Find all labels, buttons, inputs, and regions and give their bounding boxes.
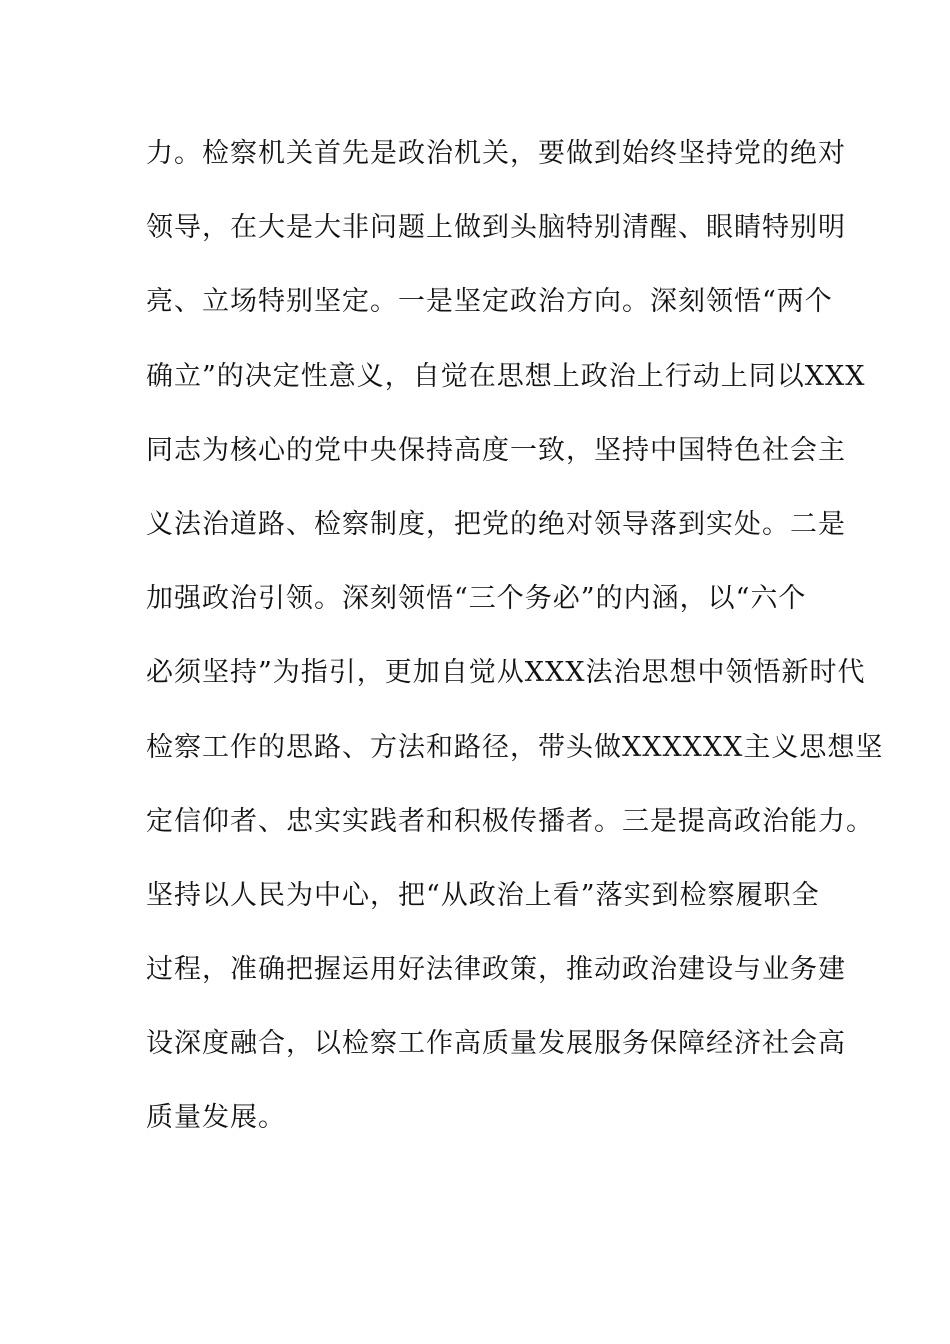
text-line-6: 义法治道路、检察制度，把党的绝对领导落到实处。二是	[146, 508, 846, 540]
text-line-3: 亮、立场特别坚定。一是坚定政治方向。深刻领悟“两个	[146, 286, 833, 318]
text-line-4: 确立”的决定性意义，自觉在思想上政治上行动上同以XXX	[146, 360, 866, 392]
body-paragraph	[146, 128, 884, 1167]
text-line-14: 质量发展。	[146, 1102, 286, 1134]
text-line-11: 坚持以人民为中心，把“从政治上看”落实到检察履职全	[146, 879, 820, 911]
text-line-7: 加强政治引领。深刻领悟“三个务必”的内涵，以“六个	[146, 583, 807, 615]
text-line-12: 过程，准确把握运用好法律政策，推动政治建设与业务建	[146, 954, 846, 986]
text-line-2: 领导，在大是大非问题上做到头脑特别清醒、眼睛特别明	[146, 212, 846, 244]
text-line-13: 设深度融合，以检察工作高质量发展服务保障经济社会高	[146, 1028, 846, 1060]
text-line-9: 检察工作的思路、方法和路径，带头做XXXXXX主义思想坚	[146, 731, 884, 763]
text-line-1: 力。检察机关首先是政治机关，要做到始终坚持党的绝对	[146, 138, 846, 169]
text-line-5: 同志为核心的党中央保持高度一致，坚持中国特色社会主	[146, 434, 846, 466]
text-line-8: 必须坚持”为指引，更加自觉从XXX法治思想中领悟新时代	[146, 657, 866, 689]
text-line-10: 定信仰者、忠实实践者和积极传播者。三是提高政治能力。	[146, 805, 874, 837]
